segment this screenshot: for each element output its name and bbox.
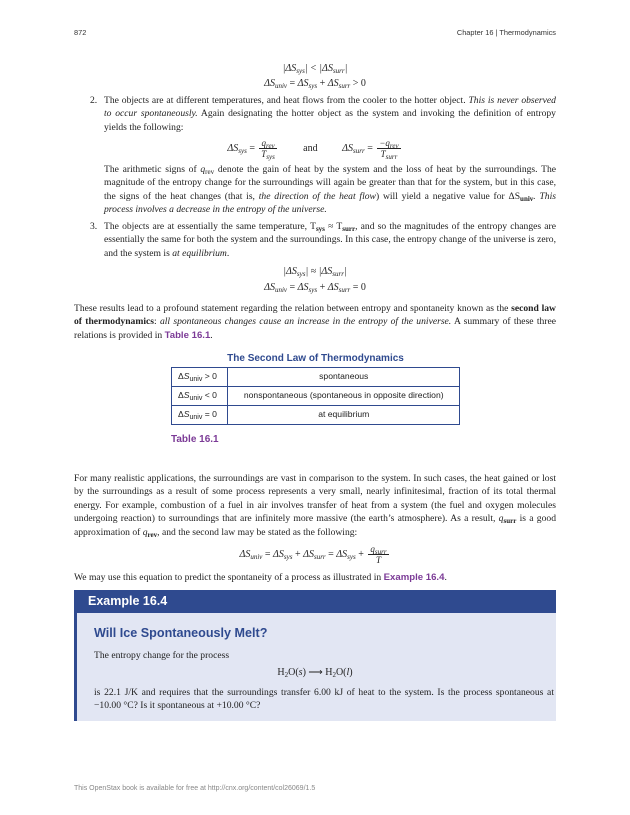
para-text-b: denote the gain of heat by the system and the loss of heat by the surroundings. The magnitude of the entropy change for the surroundings will again be greater than that for the system, but in this case, the signs of the heat changes (that is,: [104, 164, 556, 202]
summary-colon: :: [154, 316, 160, 328]
surr-sub: surr: [503, 517, 517, 526]
item3-text-c: , and so the magnitudes of the entropy changes are essentially the same for both the system and the surroundings. In this case, the entropy change of the universe is zero, and the system is: [104, 221, 556, 259]
sys-sub: sys: [315, 225, 325, 233]
para-italic-e: . This process involves a decrease in the entropy of the universe.: [104, 190, 557, 216]
example-header: Example 16.4: [74, 590, 556, 613]
condition-tail: < 0: [202, 390, 217, 401]
table-link[interactable]: Table 16.1: [164, 329, 211, 341]
table-title: The Second Law of Thermodynamics: [227, 353, 404, 364]
rev-sub: rev: [147, 530, 158, 539]
equation-second-law: $\Delta S_{univ} = \Delta S_{sys} + \Delta S_{surr} = \Delta S_{sys}$ + $\frac{q_{surr}}{T}$: [239, 544, 387, 565]
q-symbol: q: [200, 164, 206, 175]
list-number: 2.: [90, 95, 98, 106]
para-text: The arithmetic signs of: [104, 164, 201, 175]
univ-sub: univ: [189, 414, 203, 422]
equation-melting: $H_2O(s)$ ⟶ $H_2O(l)$: [277, 667, 353, 679]
realistic-text-c: , and the second law may be stated as the following:: [157, 526, 358, 538]
table-row: [172, 406, 460, 425]
summary-paragraph: [74, 302, 556, 342]
q-sub: rev: [205, 168, 215, 176]
item2-paragraph: [90, 163, 556, 217]
item3-italic: at equilibrium: [172, 247, 227, 259]
equation-univ-zero: $\Delta S_{univ} = \Delta S_{sys} + \Delta S_{surr} = 0$: [264, 282, 366, 294]
page-number: 872: [74, 28, 87, 37]
example-title: Will Ice Spontaneously Melt?: [94, 626, 268, 640]
table-cell-condition: $\Delta S_{univ} = 0$: [172, 406, 228, 425]
item3-text-b: ≈ T: [324, 221, 343, 232]
predict-paragraph: [74, 571, 556, 584]
summary-period: .: [210, 329, 213, 341]
univ-sub: univ: [520, 194, 534, 203]
table-cell-result: nonspontaneous (spontaneous in opposite direction): [228, 387, 460, 406]
table-cell-result: at equilibrium: [228, 406, 460, 425]
table-cell-result: spontaneous: [228, 368, 460, 387]
equation-abs-compare-2: $|\Delta S_{sys}| \approx |\Delta S_{surr}|$: [283, 266, 347, 278]
example-intro: The entropy change for the process: [94, 650, 230, 661]
equation-univ-positive: $\Delta S_{univ} = \Delta S_{sys} + \Delta S_{surr} > 0$: [264, 78, 366, 90]
list-number: 3.: [90, 221, 98, 232]
item2-italic: This is never observed to occur spontaneously.: [104, 95, 556, 120]
realistic-text-b: is a good approximation of: [74, 513, 556, 538]
and-label: and: [303, 142, 318, 154]
item3-text: The objects are at essentially the same temperature, T: [104, 221, 316, 232]
equation-abs-compare-1: $|\Delta S_{sys}| < |\Delta S_{surr}|$: [282, 63, 348, 75]
table-cell-condition: $\Delta S_{univ} > 0$: [172, 368, 228, 387]
list-item-3: [90, 220, 556, 260]
list-item-2: [90, 94, 556, 134]
example-question: is 22.1 J/K and requires that the surroundings transfer 6.00 kJ of heat to the system. Is the process spontaneous at −10.00 °C? Is it spontaneous at +10.00 °C?: [94, 687, 554, 712]
item3-period: .: [226, 247, 230, 259]
second-law-table: [171, 367, 460, 425]
q-symbol: q: [498, 513, 504, 525]
realistic-text: For many realistic applications, the surroundings are vast in comparison to the system. In such cases, the heat gained or lost by the surroundings as a result of some process represents a very small, nearly infinitesimal, fraction of its total thermal energy. For example, combustion of a fuel in air involves transfer of heat from a system (the fuel and oxygen molecules undergoing reaction) to surroundings that are infinitely more massive (the earth’s atmosphere). As a result,: [74, 473, 556, 525]
q-symbol: q: [142, 526, 148, 538]
condition-tail: > 0: [202, 371, 217, 382]
equation-entropy-defs: $\Delta S_{sys}$ = $\frac{q_{rev}}{T_{sys}}$ and $\Delta S_{surr}$ = $\frac{-q_{rev}}{T_{surr}}$: [227, 138, 399, 161]
univ-sub: univ: [189, 395, 203, 403]
table-cell-condition: $\Delta S_{univ} < 0$: [172, 387, 228, 406]
table-row: [172, 387, 460, 406]
univ-sub: univ: [189, 376, 203, 384]
table-caption: Table 16.1: [171, 434, 219, 445]
para-text-d: ) will yield a negative value for ΔS: [375, 190, 521, 202]
predict-text: We may use this equation to predict the spontaneity of a process as illustrated in: [74, 572, 384, 583]
summary-text-c: A summary of these three relations is provided in: [74, 316, 556, 341]
surr-sub: surr: [342, 225, 356, 233]
footer-note: This OpenStax book is available for free at http://cnx.org/content/col26069/1.5: [74, 785, 316, 792]
realistic-paragraph: [74, 472, 556, 539]
condition-tail: = 0: [202, 409, 217, 420]
second-law-term: second law of thermodynamics: [74, 303, 556, 328]
table-row: [172, 368, 460, 387]
predict-period: .: [444, 572, 447, 583]
para-italic: the direction of the heat flow: [258, 190, 376, 202]
second-law-statement: all spontaneous changes cause an increase in the entropy of the universe.: [159, 316, 452, 328]
item2-text: The objects are at different temperatures, and heat flows from the cooler to the hotter object.: [104, 95, 469, 106]
example-link[interactable]: Example 16.4: [383, 572, 445, 583]
summary-text: These results lead to a profound statement regarding the relation between entropy and spontaneity known as the: [74, 303, 512, 314]
item2-text-cont: Again designating the hotter object as the system and invoking the definition of entropy yields the following:: [104, 108, 556, 133]
chapter-title: Chapter 16 | Thermodynamics: [456, 28, 556, 37]
